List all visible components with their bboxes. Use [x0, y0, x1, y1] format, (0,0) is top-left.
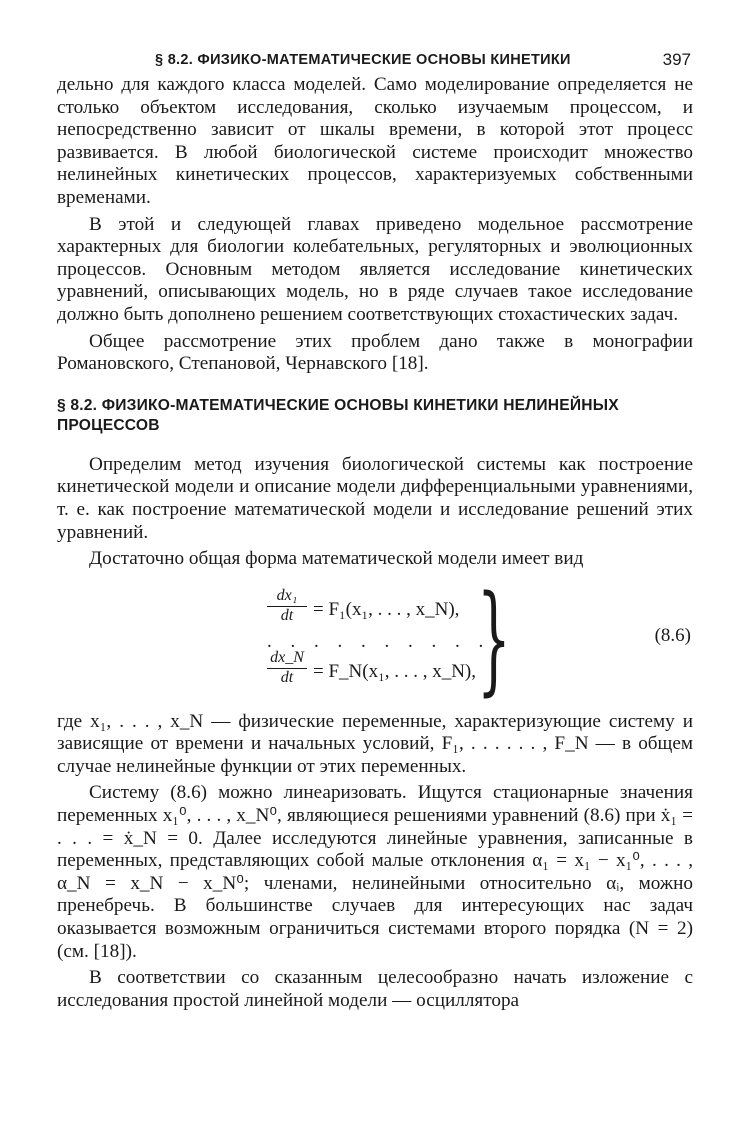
equation-rhs: = F₁(x₁, . . . , x_N), [313, 598, 460, 620]
equation-system [57, 568, 693, 707]
derivative-fraction: $\frac{\text{dx₁}}{dt}$ [267, 587, 307, 625]
equation-dots: . . . . . . . . . . [267, 630, 491, 652]
paragraph: В соответствии со сказанным целесообразно начать изложение с исследования простой линейной модели — осциллятора [57, 967, 693, 1011]
paragraph: где x₁, . . . , x_N — физические переменные, характеризующие систему и зависящие от времени и начальных условий, F₁, . . . . . . , F_N — в общем случае нелинейные функции от этих переменных. [57, 710, 693, 777]
page-header [57, 48, 693, 74]
section-heading: § 8.2. ФИЗИКО-МАТЕМАТИЧЕСКИЕ ОСНОВЫ КИНЕТИКИ НЕЛИНЕЙНЫХ ПРОЦЕССОВ [57, 396, 619, 434]
paragraph: Систему (8.6) можно линеаризовать. Ищутся стационарные значения переменных x₁⁰, . . . , x_N⁰, являющиеся решениями уравнений (8.6) при ẋ₁ = . . . = ẋ_N = 0. Далее исследуются линейные уравнения, записанные в переменных, представляющих собой малые отклонения α₁ = x₁ − x₁⁰, . . . , α_N = x_N − x_N⁰; членами, нелинейными относительно αᵢ, можно пренебречь. В большинстве случаев для интересующих нас задач оказывается возможным ограничиться системами второго порядка (N = 2) (см. [18]). [57, 782, 693, 962]
equation-rhs: = F_N(x₁, . . . , x_N), [313, 660, 477, 682]
paragraph: Достаточно общая форма математической модели имеет вид [89, 548, 584, 570]
paragraph: дельно для каждого класса моделей. Само моделирование определяется не столько объектом исследования, сколько изучаемым процессом, и непосредственно зависит от шкалы времени, в которой этот процесс развивается. В любой биологической системе происходит множество нелинейных кинетических процессов, характеризуемых собственными временами. [57, 74, 693, 208]
book-page [57, 48, 693, 1012]
equation-number: (8.6) [654, 624, 691, 646]
paragraph: Общее рассмотрение этих проблем дано также в монографии Романовского, Степановой, Чернавского [18]. [57, 330, 693, 375]
running-title: § 8.2. ФИЗИКО-МАТЕМАТИЧЕСКИЕ ОСНОВЫ КИНЕТИКИ [155, 52, 571, 68]
paragraph: Определим метод изучения биологической системы как построение кинетической модели и описание модели дифференциальными уравнениями, т. е. как построение математической модели и исследование решений этих уравнений. [57, 453, 693, 543]
paragraph: В этой и следующей главах приведено модельное рассмотрение характерных для биологии колебательных, регуляторных и эволюционных процессов. Основным методом является исследование кинетических уравнений, описывающих модель, но в ряде случаев такое исследование должно быть дополнено решением соответствующих стохастических задач. [57, 213, 693, 325]
right-brace: } [477, 568, 511, 707]
derivative-fraction: $\frac{dx\_N}{dt}$ [267, 649, 307, 687]
page-number: 397 [662, 50, 691, 69]
